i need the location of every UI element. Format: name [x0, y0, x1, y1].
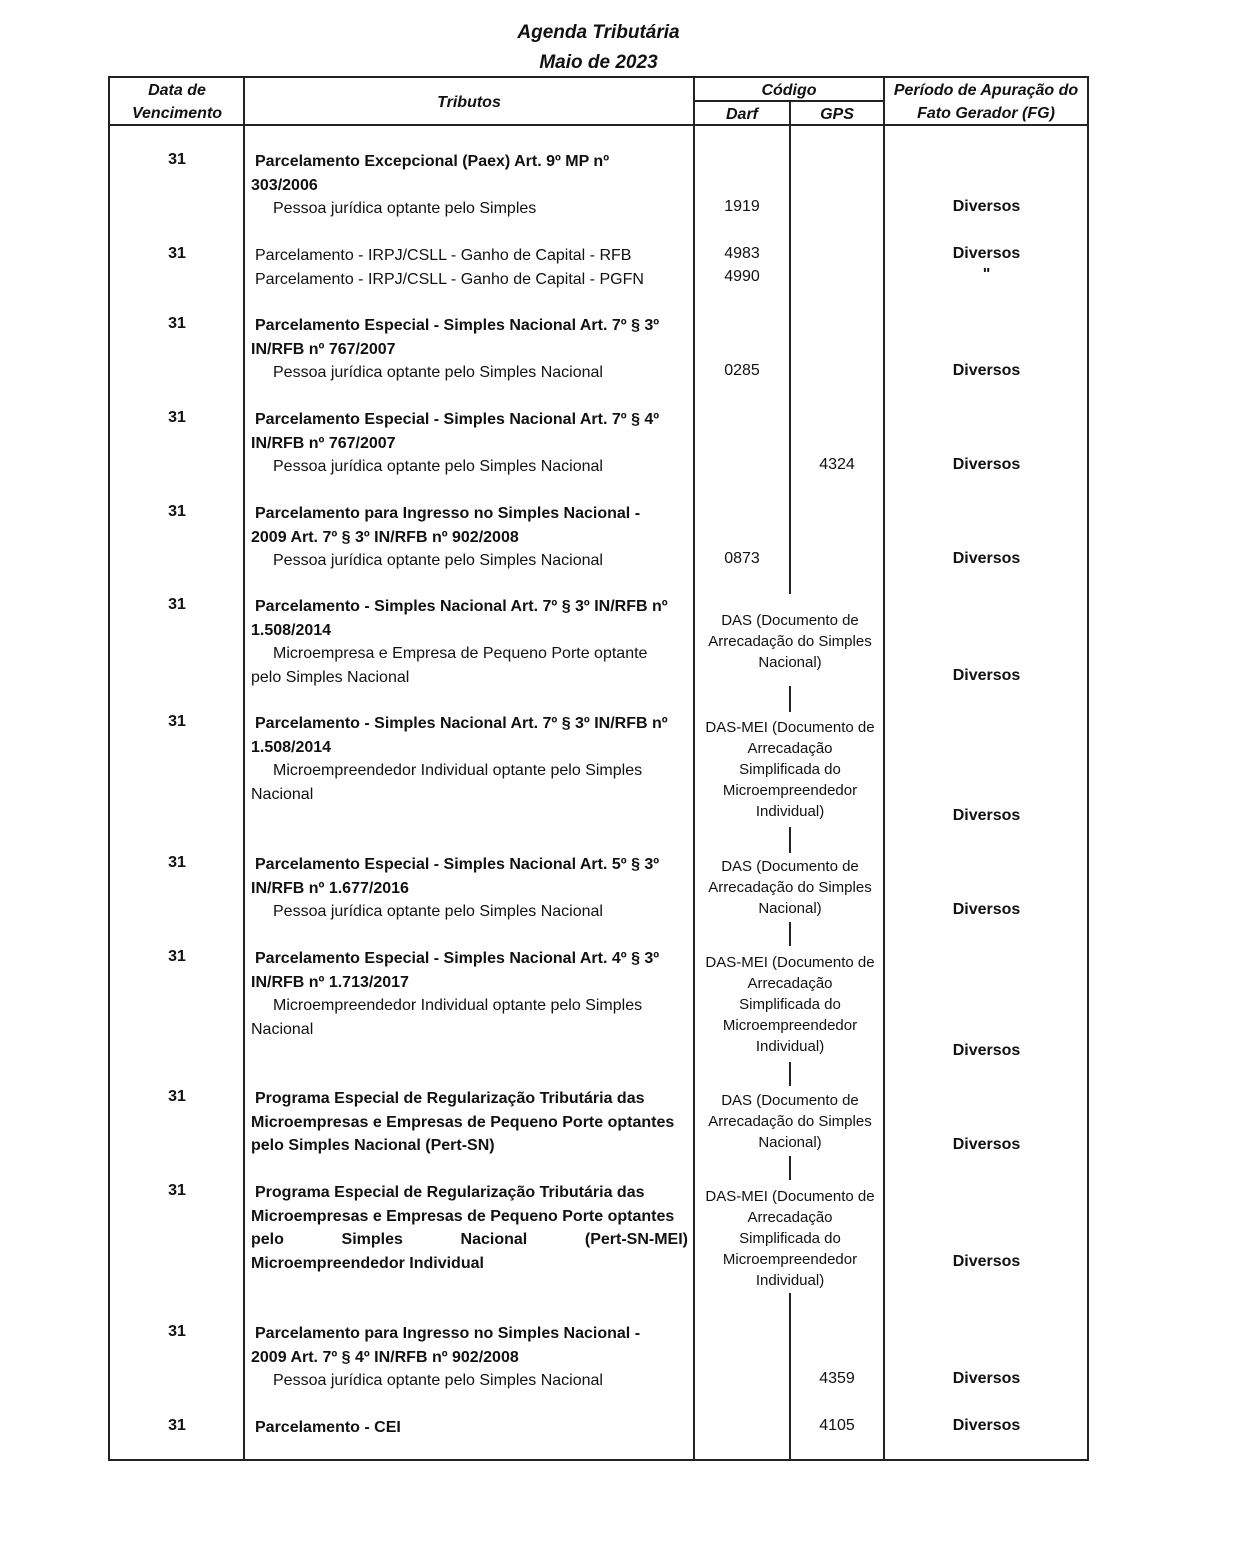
tributo-subtext: Pessoa jurídica optante pelo Simples: [273, 200, 537, 217]
tributo-subtext: Microempreendedor Individual optante pelo Simples: [273, 997, 643, 1014]
tributo-heading: Microempreendedor Individual: [251, 1254, 484, 1272]
tributo-cell: [251, 150, 688, 221]
due-day: 31: [168, 1417, 186, 1434]
gps-divider-segment: [789, 827, 791, 853]
tributo-cell: [251, 1416, 688, 1440]
das-line: Simplificada do: [739, 761, 841, 778]
das-line: Individual): [755, 1038, 825, 1055]
gps-divider-segment: [789, 126, 791, 594]
tributo-heading: Parcelamento para Ingresso no Simples Nacional -: [255, 1325, 641, 1342]
das-mei-code: [697, 952, 883, 1057]
das-line: Simplificada do: [739, 996, 841, 1013]
tributo-subtext: pelo Simples Nacional: [251, 668, 410, 686]
tributo-cell: [251, 408, 688, 479]
column-divider: [243, 76, 245, 1461]
tributo-heading: Parcelamento - Simples Nacional Art. 7º § 3º IN/RFB nº: [255, 715, 668, 732]
tributo-heading: Parcelamento Especial - Simples Nacional Art. 4º § 3º: [255, 950, 660, 967]
das-code: [697, 1090, 883, 1153]
header-data-vencimento: [110, 79, 244, 125]
tributo-heading: IN/RFB nº 767/2007: [251, 340, 396, 358]
das-line: Arrecadação do Simples: [708, 633, 872, 650]
das-line: Individual): [755, 803, 825, 820]
das-line: Nacional): [758, 900, 822, 917]
page-subtitle: Maio de 2023: [539, 52, 658, 73]
tributo-heading: IN/RFB nº 767/2007: [251, 434, 396, 452]
header-periodo: [885, 79, 1087, 125]
gps-code: 4324: [819, 456, 855, 473]
column-divider: [883, 76, 885, 1461]
tributo-subtext: Parcelamento - IRPJ/CSLL - Ganho de Capital - PGFN: [255, 270, 644, 288]
tributo-heading: Parcelamento Especial - Simples Nacional Art. 7º § 3º: [255, 317, 660, 334]
das-line: DAS (Documento de: [721, 612, 859, 629]
due-day: 31: [168, 948, 186, 965]
tributo-heading: [251, 1228, 688, 1252]
tributo-heading: Parcelamento para Ingresso no Simples Nacional -: [255, 505, 641, 522]
das-line: Arrecadação: [747, 1209, 833, 1226]
header-label: Fato Gerador (FG): [917, 105, 1055, 122]
tributo-heading: Microempresas e Empresas de Pequeno Porte optantes: [251, 1207, 675, 1225]
tributo-cell: [251, 314, 688, 385]
das-line: Arrecadação do Simples: [708, 879, 872, 896]
tributo-subtext: Pessoa jurídica optante pelo Simples Nacional: [273, 364, 603, 381]
tributo-heading-text: pelo Simples Nacional (Pert-SN-MEI): [251, 1231, 688, 1248]
darf-code: 0285: [724, 362, 760, 379]
tributo-cell: [251, 1087, 688, 1158]
gps-code: 4359: [819, 1370, 855, 1387]
darf-code: 4990: [724, 268, 760, 285]
das-line: DAS-MEI (Documento de: [705, 1188, 875, 1205]
tributo-cell: [251, 595, 688, 689]
column-divider: [693, 76, 695, 1461]
gps-divider-segment: [789, 1156, 791, 1180]
due-day: 31: [168, 409, 186, 426]
tributo-subtext: Pessoa jurídica optante pelo Simples Nacional: [273, 1372, 603, 1389]
header-darf: Darf: [725, 106, 758, 123]
periodo-value: Diversos: [952, 362, 1021, 379]
header-gps: GPS: [820, 106, 854, 123]
tributo-heading: Microempresas e Empresas de Pequeno Porte optantes: [251, 1113, 675, 1131]
das-code: [697, 856, 883, 919]
darf-code: 0873: [724, 550, 760, 567]
periodo-value: ": [982, 266, 991, 283]
periodo-value: Diversos: [952, 456, 1021, 473]
periodo-value: Diversos: [952, 1136, 1021, 1153]
gps-divider-segment: [789, 686, 791, 712]
das-line: DAS-MEI (Documento de: [705, 954, 875, 971]
tributo-subtext: Microempresa e Empresa de Pequeno Porte optante: [273, 645, 648, 662]
das-line: Microempreendedor: [722, 1017, 858, 1034]
tributo-subtext: Nacional: [251, 1020, 314, 1038]
tributo-subtext: Pessoa jurídica optante pelo Simples Nacional: [273, 458, 603, 475]
periodo-value: Diversos: [952, 901, 1021, 918]
periodo-value: Diversos: [952, 667, 1021, 684]
due-day: 31: [168, 854, 186, 871]
periodo-value: Diversos: [952, 245, 1021, 262]
das-line: Nacional): [758, 1134, 822, 1151]
due-day: 31: [168, 315, 186, 332]
das-code: [697, 610, 883, 673]
tributo-heading: Programa Especial de Regularização Tributária das: [255, 1090, 645, 1107]
due-day: 31: [168, 1088, 186, 1105]
tributo-heading: 1.508/2014: [251, 621, 332, 639]
das-line: Simplificada do: [739, 1230, 841, 1247]
darf-code: 1919: [724, 198, 760, 215]
periodo-value: Diversos: [952, 1253, 1021, 1270]
tributo-cell: [251, 1181, 688, 1275]
tributo-heading: 2009 Art. 7º § 4º IN/RFB nº 902/2008: [251, 1348, 519, 1366]
page-title: Agenda Tributária: [517, 22, 680, 43]
tributo-heading: pelo Simples Nacional (Pert-SN): [251, 1137, 495, 1154]
tributo-cell: [251, 947, 688, 1041]
tributo-heading: Parcelamento Especial - Simples Nacional Art. 5º § 3º: [255, 856, 660, 873]
tributo-cell: [251, 853, 688, 924]
due-day: 31: [168, 245, 186, 262]
das-mei-code: [697, 1186, 883, 1291]
tributo-subtext: Pessoa jurídica optante pelo Simples Nacional: [273, 552, 603, 569]
darf-code: 4983: [724, 245, 760, 262]
header-tributos: Tributos: [437, 94, 501, 111]
header-label: Período de Apuração do: [893, 82, 1079, 99]
tributo-heading: IN/RFB nº 1.677/2016: [251, 879, 409, 897]
das-line: DAS (Documento de: [721, 1092, 859, 1109]
periodo-value: Diversos: [952, 807, 1021, 824]
tributo-subtext: Nacional: [251, 785, 314, 803]
das-mei-code: [697, 717, 883, 822]
periodo-value: Diversos: [952, 1042, 1021, 1059]
header-label: Data de: [148, 82, 206, 99]
das-line: Nacional): [758, 654, 822, 671]
periodo-value: Diversos: [952, 1370, 1021, 1387]
tributo-heading: 2009 Art. 7º § 3º IN/RFB nº 902/2008: [251, 528, 519, 546]
periodo-value: Diversos: [952, 1417, 1021, 1434]
tributo-cell: [251, 1322, 688, 1393]
tributo-heading: 303/2006: [251, 176, 318, 194]
periodo-value: Diversos: [952, 550, 1021, 567]
tributo-cell: [251, 502, 688, 573]
gps-divider-segment: [789, 922, 791, 946]
tributo-subtext: Parcelamento - IRPJ/CSLL - Ganho de Capital - RFB: [255, 247, 632, 264]
header-codigo: Código: [761, 82, 817, 99]
das-line: DAS-MEI (Documento de: [705, 719, 875, 736]
das-line: Microempreendedor: [722, 782, 858, 799]
tributo-heading: IN/RFB nº 1.713/2017: [251, 973, 409, 991]
tributo-heading: Parcelamento - CEI: [255, 1419, 401, 1436]
due-day: 31: [168, 713, 186, 730]
due-day: 31: [168, 596, 186, 613]
das-line: Arrecadação: [747, 740, 833, 757]
tributo-subtext: Pessoa jurídica optante pelo Simples Nacional: [273, 903, 603, 920]
das-line: Individual): [755, 1272, 825, 1289]
tributo-heading: Programa Especial de Regularização Tributária das: [255, 1184, 645, 1201]
header-label: Vencimento: [131, 105, 223, 122]
gps-code: 4105: [819, 1417, 855, 1434]
tributo-heading: Parcelamento Excepcional (Paex) Art. 9º MP nº: [255, 153, 610, 170]
tributo-heading: 1.508/2014: [251, 738, 332, 756]
due-day: 31: [168, 151, 186, 168]
tributo-subtext: Microempreendedor Individual optante pelo Simples: [273, 762, 643, 779]
tributo-heading: Parcelamento Especial - Simples Nacional Art. 7º § 4º: [255, 411, 660, 428]
tributo-cell: [255, 244, 692, 291]
due-day: 31: [168, 1182, 186, 1199]
periodo-value: Diversos: [952, 198, 1021, 215]
due-day: 31: [168, 1323, 186, 1340]
das-line: Microempreendedor: [722, 1251, 858, 1268]
tributo-heading: Parcelamento - Simples Nacional Art. 7º § 3º IN/RFB nº: [255, 598, 668, 615]
tributo-cell: [251, 712, 688, 806]
das-line: Arrecadação: [747, 975, 833, 992]
das-line: Arrecadação do Simples: [708, 1113, 872, 1130]
due-day: 31: [168, 503, 186, 520]
das-line: DAS (Documento de: [721, 858, 859, 875]
gps-divider-segment: [789, 1062, 791, 1086]
